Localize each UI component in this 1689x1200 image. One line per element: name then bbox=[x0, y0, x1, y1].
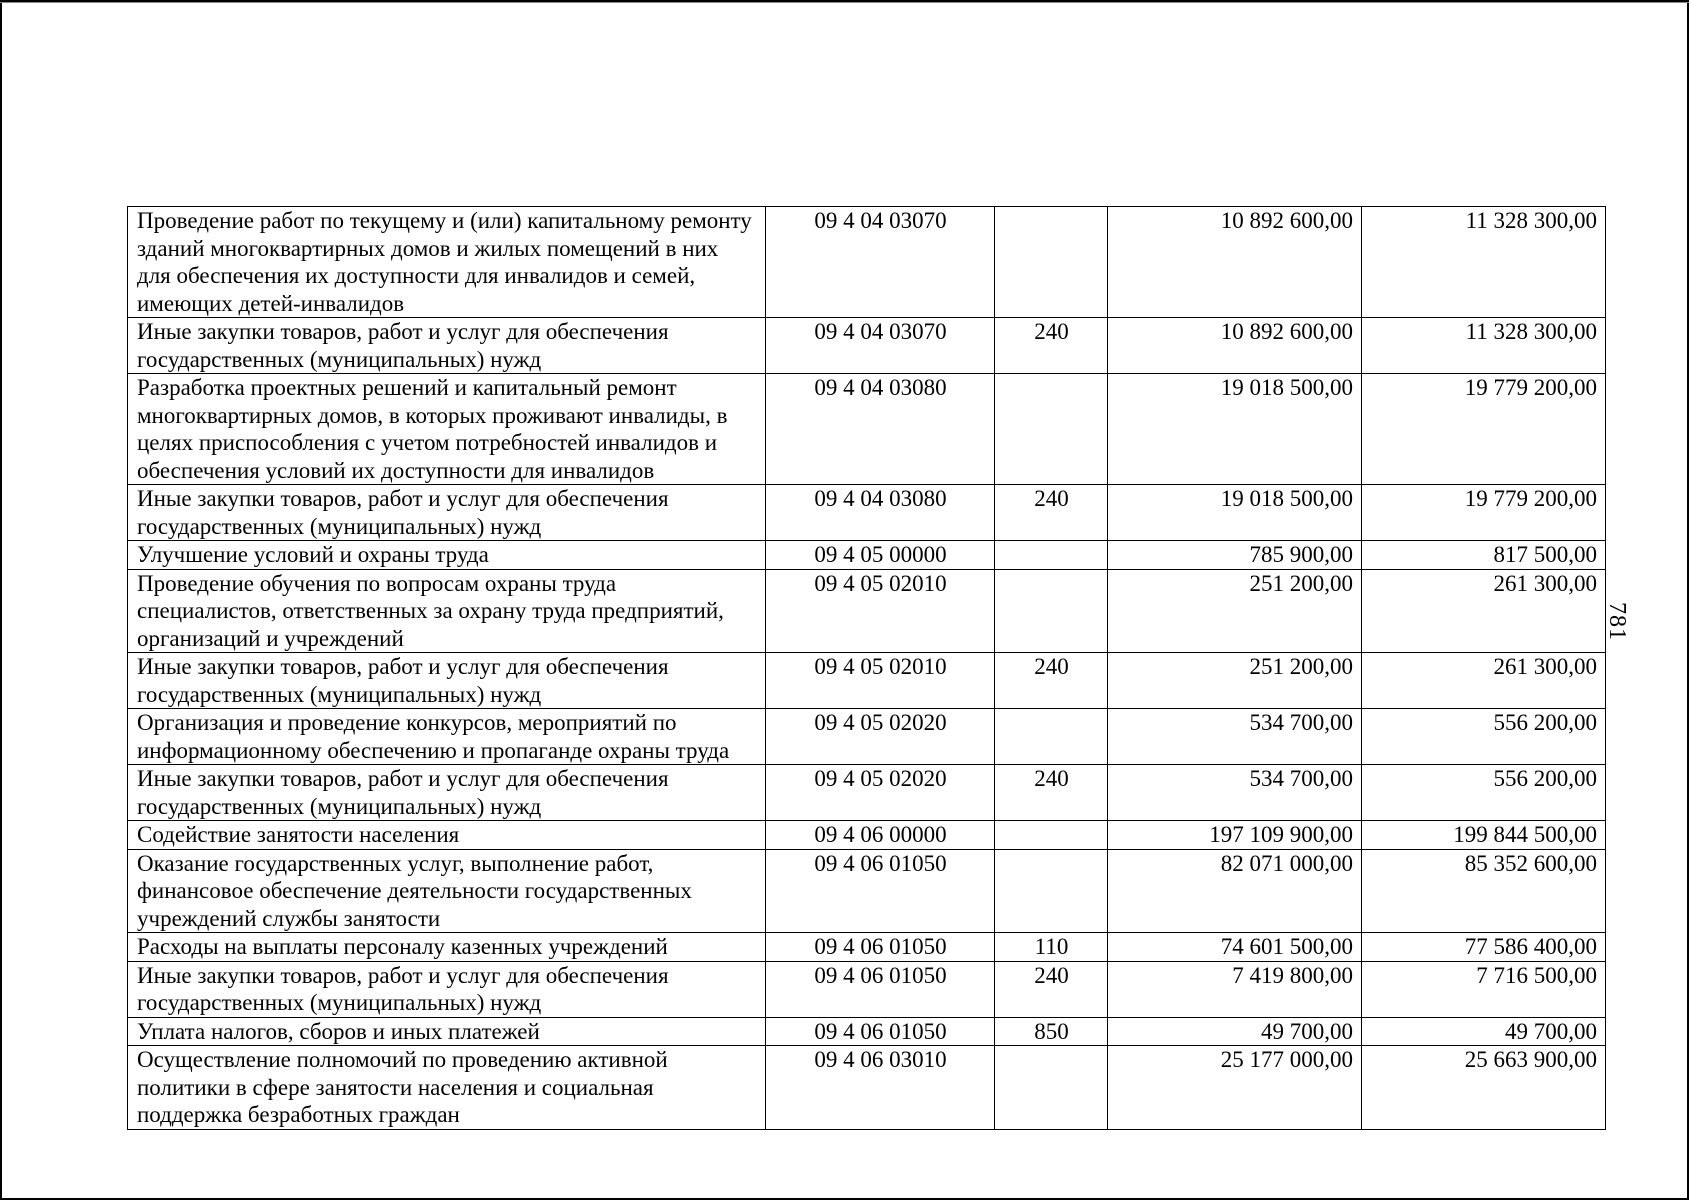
table-row bbox=[128, 821, 1606, 850]
table-row bbox=[128, 961, 1606, 1017]
amount-year1-cell: 251 200,00 bbox=[1108, 653, 1362, 709]
target-article-code-cell: 09 4 06 01050 bbox=[766, 1017, 995, 1046]
expense-name-cell: Оказание государственных услуг, выполнение работ, финансовое обеспечение деятельности государственных учреждений службы занятости bbox=[128, 849, 766, 933]
expense-kind-cell bbox=[995, 1046, 1108, 1130]
expense-name-cell: Уплата налогов, сборов и иных платежей bbox=[128, 1017, 766, 1046]
amount-year1-cell: 197 109 900,00 bbox=[1108, 821, 1362, 850]
amount-year2-cell: 556 200,00 bbox=[1362, 765, 1606, 821]
table-row bbox=[128, 374, 1606, 485]
amount-year2-cell: 19 779 200,00 bbox=[1362, 485, 1606, 541]
target-article-code-cell: 09 4 06 00000 bbox=[766, 821, 995, 850]
expense-name-cell: Организация и проведение конкурсов, мероприятий по информационному обеспечению и пропаганде охраны труда bbox=[128, 709, 766, 765]
amount-year2-cell: 261 300,00 bbox=[1362, 653, 1606, 709]
table-row bbox=[128, 485, 1606, 541]
amount-year2-cell: 11 328 300,00 bbox=[1362, 207, 1606, 318]
expense-name-cell: Иные закупки товаров, работ и услуг для обеспечения государственных (муниципальных) нужд bbox=[128, 653, 766, 709]
target-article-code-cell: 09 4 06 01050 bbox=[766, 961, 995, 1017]
table-row bbox=[128, 933, 1606, 962]
page-number: 781 bbox=[1604, 602, 1630, 641]
table-row bbox=[128, 207, 1606, 318]
amount-year1-cell: 251 200,00 bbox=[1108, 569, 1362, 653]
expense-kind-cell bbox=[995, 207, 1108, 318]
expense-kind-cell bbox=[995, 821, 1108, 850]
amount-year2-cell: 49 700,00 bbox=[1362, 1017, 1606, 1046]
budget-table-body bbox=[128, 207, 1606, 1130]
amount-year1-cell: 19 018 500,00 bbox=[1108, 485, 1362, 541]
table-row bbox=[128, 569, 1606, 653]
expense-kind-cell: 850 bbox=[995, 1017, 1108, 1046]
expense-kind-cell: 240 bbox=[995, 961, 1108, 1017]
expense-kind-cell bbox=[995, 374, 1108, 485]
amount-year1-cell: 534 700,00 bbox=[1108, 709, 1362, 765]
expense-kind-cell bbox=[995, 849, 1108, 933]
amount-year1-cell: 74 601 500,00 bbox=[1108, 933, 1362, 962]
amount-year1-cell: 25 177 000,00 bbox=[1108, 1046, 1362, 1130]
expense-name-cell: Разработка проектных решений и капитальный ремонт многоквартирных домов, в которых проживают инвалиды, в целях приспособления с учетом потребностей инвалидов и обеспечения условий их доступности для инвалидов bbox=[128, 374, 766, 485]
expense-name-cell: Проведение работ по текущему и (или) капитальному ремонту зданий многоквартирных домов и жилых помещений в них для обеспечения их доступности для инвалидов и семей, имеющих детей-инвалидов bbox=[128, 207, 766, 318]
table-row bbox=[128, 318, 1606, 374]
table-row bbox=[128, 1046, 1606, 1130]
target-article-code-cell: 09 4 06 01050 bbox=[766, 849, 995, 933]
table-row bbox=[128, 1017, 1606, 1046]
expense-kind-cell: 240 bbox=[995, 485, 1108, 541]
table-row bbox=[128, 653, 1606, 709]
expense-name-cell: Осуществление полномочий по проведению активной политики в сфере занятости населения и социальная поддержка безработных граждан bbox=[128, 1046, 766, 1130]
expense-name-cell: Иные закупки товаров, работ и услуг для обеспечения государственных (муниципальных) нужд bbox=[128, 485, 766, 541]
target-article-code-cell: 09 4 04 03080 bbox=[766, 374, 995, 485]
expense-name-cell: Иные закупки товаров, работ и услуг для обеспечения государственных (муниципальных) нужд bbox=[128, 961, 766, 1017]
table-row bbox=[128, 541, 1606, 570]
amount-year1-cell: 49 700,00 bbox=[1108, 1017, 1362, 1046]
target-article-code-cell: 09 4 04 03070 bbox=[766, 207, 995, 318]
expense-kind-cell bbox=[995, 569, 1108, 653]
expense-name-cell: Улучшение условий и охраны труда bbox=[128, 541, 766, 570]
table-row bbox=[128, 709, 1606, 765]
expense-name-cell: Расходы на выплаты персоналу казенных учреждений bbox=[128, 933, 766, 962]
expense-name-cell: Иные закупки товаров, работ и услуг для обеспечения государственных (муниципальных) нужд bbox=[128, 765, 766, 821]
amount-year1-cell: 10 892 600,00 bbox=[1108, 207, 1362, 318]
target-article-code-cell: 09 4 04 03070 bbox=[766, 318, 995, 374]
table-row bbox=[128, 765, 1606, 821]
amount-year1-cell: 7 419 800,00 bbox=[1108, 961, 1362, 1017]
expense-name-cell: Содействие занятости населения bbox=[128, 821, 766, 850]
amount-year2-cell: 817 500,00 bbox=[1362, 541, 1606, 570]
expense-kind-cell bbox=[995, 709, 1108, 765]
table-row bbox=[128, 849, 1606, 933]
amount-year1-cell: 10 892 600,00 bbox=[1108, 318, 1362, 374]
target-article-code-cell: 09 4 05 02010 bbox=[766, 653, 995, 709]
expense-kind-cell bbox=[995, 541, 1108, 570]
amount-year2-cell: 7 716 500,00 bbox=[1362, 961, 1606, 1017]
amount-year2-cell: 11 328 300,00 bbox=[1362, 318, 1606, 374]
expense-kind-cell: 240 bbox=[995, 653, 1108, 709]
amount-year2-cell: 556 200,00 bbox=[1362, 709, 1606, 765]
expense-name-cell: Иные закупки товаров, работ и услуг для обеспечения государственных (муниципальных) нужд bbox=[128, 318, 766, 374]
expense-kind-cell: 110 bbox=[995, 933, 1108, 962]
target-article-code-cell: 09 4 04 03080 bbox=[766, 485, 995, 541]
amount-year1-cell: 534 700,00 bbox=[1108, 765, 1362, 821]
amount-year2-cell: 19 779 200,00 bbox=[1362, 374, 1606, 485]
target-article-code-cell: 09 4 06 01050 bbox=[766, 933, 995, 962]
expense-kind-cell: 240 bbox=[995, 765, 1108, 821]
budget-table bbox=[127, 206, 1606, 1130]
expense-name-cell: Проведение обучения по вопросам охраны труда специалистов, ответственных за охрану труда предприятий, организаций и учреждений bbox=[128, 569, 766, 653]
amount-year2-cell: 77 586 400,00 bbox=[1362, 933, 1606, 962]
target-article-code-cell: 09 4 06 03010 bbox=[766, 1046, 995, 1130]
amount-year1-cell: 82 071 000,00 bbox=[1108, 849, 1362, 933]
expense-kind-cell: 240 bbox=[995, 318, 1108, 374]
scan-edge-line bbox=[0, 2, 1689, 3]
target-article-code-cell: 09 4 05 00000 bbox=[766, 541, 995, 570]
target-article-code-cell: 09 4 05 02010 bbox=[766, 569, 995, 653]
target-article-code-cell: 09 4 05 02020 bbox=[766, 709, 995, 765]
amount-year2-cell: 199 844 500,00 bbox=[1362, 821, 1606, 850]
amount-year1-cell: 785 900,00 bbox=[1108, 541, 1362, 570]
target-article-code-cell: 09 4 05 02020 bbox=[766, 765, 995, 821]
amount-year1-cell: 19 018 500,00 bbox=[1108, 374, 1362, 485]
amount-year2-cell: 25 663 900,00 bbox=[1362, 1046, 1606, 1130]
amount-year2-cell: 261 300,00 bbox=[1362, 569, 1606, 653]
amount-year2-cell: 85 352 600,00 bbox=[1362, 849, 1606, 933]
